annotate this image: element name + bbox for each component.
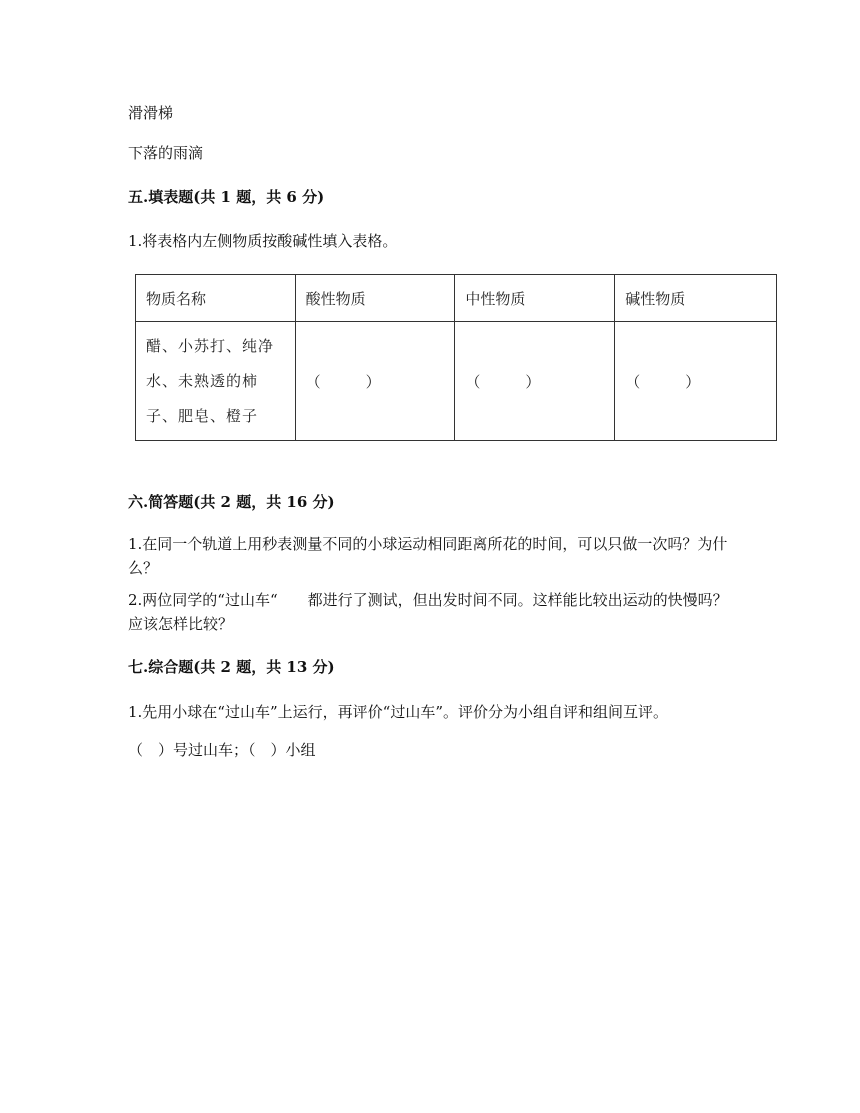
neutral-blank[interactable]: （ ） [455, 322, 615, 441]
table-header-row [136, 275, 777, 322]
section-6-question-2: 2.两位同学的“过山车“ 都进行了测试，但出发时间不同。这样能比较出运动的快慢吗？应该怎样比较？ [128, 591, 728, 633]
substance-list [136, 322, 296, 441]
item-slide: 滑滑梯 [128, 104, 174, 122]
header-basic: 碱性物质 [615, 275, 777, 322]
section-5-heading: 五.填表题(共 1 题，共 6 分) [128, 188, 325, 206]
substance-line: 子、肥皂、橙子 [146, 406, 259, 425]
substance-line: 水、未熟透的柿 [146, 371, 259, 390]
section-7-heading: 七.综合题(共 2 题，共 13 分) [128, 658, 335, 676]
header-substance-name: 物质名称 [136, 275, 296, 322]
section-6-question-1: 1.在同一个轨道上用秒表测量不同的小球运动相同距离所花的时间，可以只做一次吗？为什么？ [128, 535, 728, 577]
header-neutral: 中性物质 [455, 275, 615, 322]
header-acidic: 酸性物质 [295, 275, 455, 322]
substance-line: 醋、小苏打、纯净 [146, 336, 275, 355]
acid-base-table [135, 274, 777, 441]
basic-blank[interactable]: （ ） [615, 322, 777, 441]
section-6-heading: 六.简答题(共 2 题，共 16 分) [128, 493, 335, 511]
section-5-question-1: 1.将表格内左侧物质按酸碱性填入表格。 [128, 232, 398, 250]
section-7-question-1-blanks: （ ）号过山车；（ ）小组 [128, 741, 316, 759]
table-row [136, 322, 777, 441]
item-raindrop: 下落的雨滴 [128, 144, 204, 162]
acidic-blank[interactable]: （ ） [295, 322, 455, 441]
section-7-question-1: 1.先用小球在“过山车”上运行，再评价“过山车”。评价分为小组自评和组间互评。 [128, 703, 668, 721]
